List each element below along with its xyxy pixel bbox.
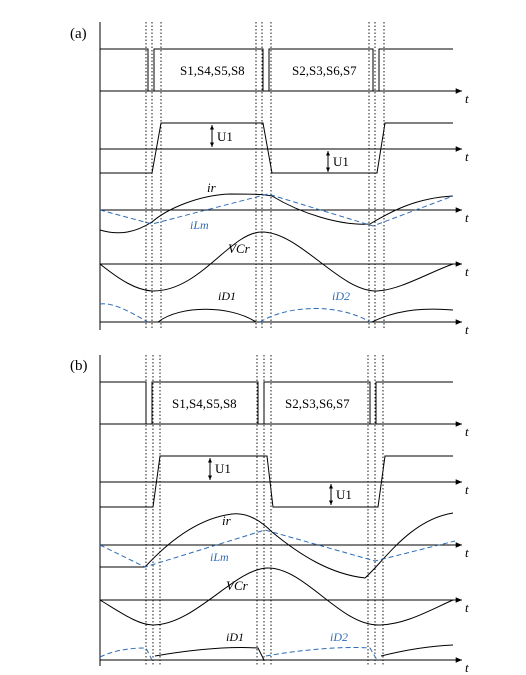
panel-b-currents xyxy=(100,513,469,578)
svg-text:t: t xyxy=(465,600,469,615)
switch-group-2-label: S2,S3,S6,S7 xyxy=(292,63,357,78)
svg-text:t: t xyxy=(465,424,469,439)
switch-group-1-label: S1,S4,S5,S8 xyxy=(180,63,245,78)
id1-label: iD1 xyxy=(218,289,236,303)
ilm-label: iLm xyxy=(190,218,209,232)
svg-text:t: t xyxy=(465,545,469,560)
switch-group-1-label: S1,S4,S5,S8 xyxy=(172,396,237,411)
id1-label: iD1 xyxy=(226,630,244,644)
vcr-label: VCr xyxy=(226,578,248,593)
panel-a-capacitor-voltage xyxy=(100,232,469,291)
panel-a-diode-currents xyxy=(100,289,469,337)
u1-label-lower: U1 xyxy=(336,487,352,502)
svg-text:t: t xyxy=(465,482,469,497)
svg-text:t: t xyxy=(465,322,469,337)
panel-a-label: (a) xyxy=(70,26,87,42)
u1-label-upper: U1 xyxy=(215,461,231,476)
panel-a-bridge-voltage xyxy=(100,123,469,173)
svg-text:t: t xyxy=(465,660,469,675)
svg-text:t: t xyxy=(465,210,469,225)
t-axis-label: t xyxy=(465,91,469,106)
switch-group-2-label: S2,S3,S6,S7 xyxy=(285,396,350,411)
panel-a xyxy=(70,22,469,337)
panel-b-label: (b) xyxy=(70,358,88,374)
panel-b-gate-signals xyxy=(100,382,469,439)
id2-label: iD2 xyxy=(332,289,350,303)
panel-b-capacitor-voltage xyxy=(100,568,469,625)
panel-b-diode-currents xyxy=(100,630,469,675)
u1-label-lower: U1 xyxy=(333,154,349,169)
panel-a-currents xyxy=(100,180,469,233)
ir-label: ir xyxy=(222,513,231,528)
panel-b-bridge-voltage xyxy=(100,456,469,507)
ilm-label: iLm xyxy=(210,550,229,564)
id2-label: iD2 xyxy=(330,630,348,644)
ir-label: ir xyxy=(207,180,216,195)
svg-text:t: t xyxy=(465,264,469,279)
u1-label-upper: U1 xyxy=(217,129,233,144)
panel-a-gate-signals xyxy=(100,49,469,106)
panel-b xyxy=(70,355,469,675)
svg-text:t: t xyxy=(465,149,469,164)
vcr-label: VCr xyxy=(228,241,250,256)
